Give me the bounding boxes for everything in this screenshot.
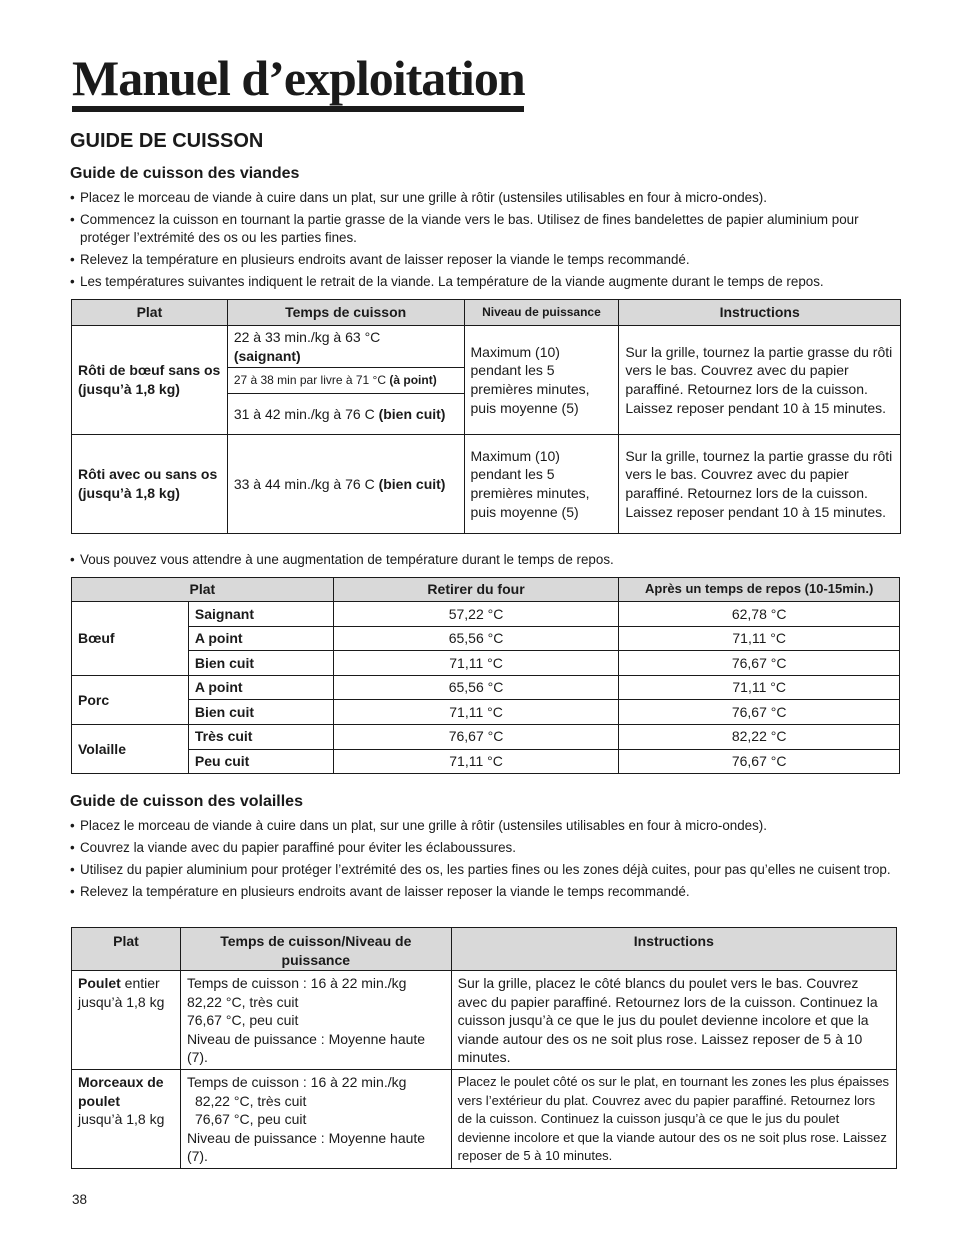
header-cell: Instructions	[451, 928, 896, 971]
table-cell-time	[227, 435, 464, 534]
time-value: 31 à 42 min./kg à 76 C	[233, 405, 375, 422]
table-cell-time	[180, 1070, 451, 1169]
meat-cooking-table	[71, 299, 901, 534]
header-cell: Retirer du four	[333, 578, 619, 602]
doneness-cell: Peu cuit	[188, 749, 333, 774]
time-line: Temps de cuisson : 16 à 22 min./kg	[186, 975, 407, 991]
list-item: • Placez le morceau de viande à cuire dans un plat, sur une grille à rôtir (ustensiles utilisables en four à micro-ondes).	[70, 817, 906, 835]
time-line: 82,22 °C, très cuit	[186, 993, 299, 1010]
doneness-label: (à point)	[389, 373, 437, 388]
group-poultry: Volaille	[72, 724, 189, 773]
header-cell: Après un temps de repos (10-15min.)	[619, 578, 900, 602]
poultry-guide-heading: Guide de cuisson des volailles	[70, 793, 303, 810]
rest-temp-cell: 82,22 °C	[619, 724, 900, 749]
page-number: 38	[72, 1192, 88, 1207]
doneness-cell: Bien cuit	[188, 700, 333, 725]
remove-temp-cell: 71,11 °C	[333, 651, 619, 676]
poultry-guide-bullets	[70, 817, 906, 905]
time-line: Temps de cuisson : 16 à 22 min./kg	[186, 1074, 407, 1090]
title-underline	[72, 106, 524, 112]
time-value: 22 à 33 min./kg à 63 °C	[233, 328, 381, 345]
time-line: Niveau de puissance : Moyenne haute (7).	[186, 1129, 426, 1165]
remove-temp-cell: 65,56 °C	[333, 626, 619, 651]
header-cell: Temps de cuisson	[227, 300, 464, 326]
table-cell-instructions: Sur la grille, tournez la partie grasse du rôti vers le bas. Couvrez avec du papier paraffiné. Retournez lors de la cuisson. Laissez reposer pendant 10 à 15 minutes.	[619, 435, 901, 534]
list-item: • Relevez la température en plusieurs endroits avant de laisser reposer la viande le temps recommandé.	[70, 883, 906, 901]
doneness-cell: A point	[188, 675, 333, 700]
rest-temp-cell: 76,67 °C	[619, 700, 900, 725]
time-value: 33 à 44 min./kg à 76 C	[233, 475, 375, 492]
list-item: • Utilisez du papier aluminium pour protéger l’extrémité des os, les parties fines ou les zones déjà cuites, pour pas qu’elles ne cuisent trop.	[70, 861, 906, 879]
list-item: • Les températures suivantes indiquent le retrait de la viande. La température de la viande augmente durant le temps de repos.	[70, 273, 906, 291]
temperature-table	[71, 577, 900, 774]
doneness-cell: Bien cuit	[188, 651, 333, 676]
remove-temp-cell: 57,22 °C	[333, 602, 619, 627]
doneness-label: (saignant)	[233, 347, 301, 364]
section-title: GUIDE DE CUISSON	[70, 130, 264, 152]
time-line: 82,22 °C, très cuit	[194, 1092, 307, 1109]
header-cell: Plat	[72, 578, 334, 602]
header-cell: Plat	[72, 928, 181, 971]
page-title: Manuel d’exploitation	[72, 50, 525, 106]
table-cell-plat	[72, 435, 228, 534]
table-cell-plat	[72, 1070, 181, 1169]
list-item: • Commencez la cuisson en tournant la partie grasse de la viande vers le bas. Utilisez de fines bandelettes de papier aluminium pour protéger l’extrémité des os ou les parties fines.	[70, 211, 906, 247]
meat-guide-bullets	[70, 189, 906, 295]
doneness-label: (bien cuit)	[378, 475, 446, 492]
doneness-cell: Très cuit	[188, 724, 333, 749]
header-cell: Niveau de puissance	[464, 300, 619, 326]
table-cell-instructions: Placez le poulet côté os sur le plat, en tournant les zones les plus épaisses vers l’extérieur du plat. Couvrez avec du papier paraffiné. Retournez lors de la cuisson. Continuez la cuisson jusqu’à ce que le jus du poulet devienne incolore et que la viande autour des os ne soit plus rose. Laissez reposer de 5 à 10 minutes.	[451, 1070, 896, 1169]
header-cell: Instructions	[619, 300, 901, 326]
list-item: • Placez le morceau de viande à cuire dans un plat, sur une grille à rôtir (ustensiles utilisables en four à micro-ondes).	[70, 189, 906, 207]
rest-note	[70, 551, 906, 573]
rest-temp-cell: 76,67 °C	[619, 651, 900, 676]
table-cell-power: Maximum (10) pendant les 5 premières minutes, puis moyenne (5)	[464, 326, 619, 435]
remove-temp-cell: 71,11 °C	[333, 700, 619, 725]
header-cell: Temps de cuisson/Niveau de puissance	[180, 928, 451, 971]
list-item: • Relevez la température en plusieurs endroits avant de laisser reposer la viande le temps recommandé.	[70, 251, 906, 269]
doneness-cell: Saignant	[188, 602, 333, 627]
table-cell-time	[227, 394, 464, 435]
table-cell-time	[227, 326, 464, 368]
time-line: 76,67 °C, peu cuit	[194, 1111, 307, 1128]
plat-weight: jusqu’à 1,8 kg	[78, 1111, 165, 1128]
table-cell-instructions: Sur la grille, placez le côté blancs du poulet vers le bas. Couvrez avec du papier paraffiné. Retournez lors de la cuisson. Continuez la cuisson jusqu’à ce que le jus du poulet devienne incolore et que la viande autour des os ne soit plus rose. Laissez reposer de 5 à 10 minutes.	[451, 971, 896, 1070]
group-beef: Bœuf	[72, 602, 189, 676]
poultry-cooking-table	[71, 927, 897, 1169]
table-cell-time	[180, 971, 451, 1070]
rest-temp-cell: 71,11 °C	[619, 675, 900, 700]
group-pork: Porc	[72, 675, 189, 724]
remove-temp-cell: 76,67 °C	[333, 724, 619, 749]
plat-name: Morceaux de poulet	[78, 1074, 164, 1109]
plat-weight: (jusqu’à 1,8 kg)	[78, 485, 180, 501]
plat-name: Poulet	[78, 975, 121, 991]
rest-temp-cell: 71,11 °C	[619, 626, 900, 651]
doneness-label: (bien cuit)	[378, 405, 446, 422]
rest-temp-cell: 62,78 °C	[619, 602, 900, 627]
doneness-cell: A point	[188, 626, 333, 651]
table-cell-plat: Rôti de bœuf sans os (jusqu’à 1,8 kg)	[72, 326, 228, 435]
table-cell-plat	[72, 971, 181, 1070]
table-cell-time	[227, 368, 464, 394]
meat-guide-heading: Guide de cuisson des viandes	[70, 165, 300, 182]
rest-temp-cell: 76,67 °C	[619, 749, 900, 774]
time-line: Niveau de puissance : Moyenne haute (7).	[186, 1030, 426, 1066]
remove-temp-cell: 65,56 °C	[333, 675, 619, 700]
list-item: • Vous pouvez vous attendre à une augmentation de température durant le temps de repos.	[70, 551, 906, 569]
plat-weight: entier jusqu’à 1,8 kg	[78, 975, 165, 1010]
list-item: • Couvrez la viande avec du papier paraffiné pour éviter les éclaboussures.	[70, 839, 906, 857]
table-cell-instructions: Sur la grille, tournez la partie grasse du rôti vers le bas. Couvrez avec du papier paraffiné. Retournez lors de la cuisson. Laissez reposer pendant 10 à 15 minutes.	[619, 326, 901, 435]
time-value: 27 à 38 min par livre à 71 °C	[233, 373, 387, 388]
table-cell-power: Maximum (10) pendant les 5 premières minutes, puis moyenne (5)	[464, 435, 619, 534]
remove-temp-cell: 71,11 °C	[333, 749, 619, 774]
plat-name: Rôti avec ou sans os	[78, 466, 218, 483]
time-line: 76,67 °C, peu cuit	[186, 1012, 299, 1029]
header-cell: Plat	[72, 300, 228, 326]
